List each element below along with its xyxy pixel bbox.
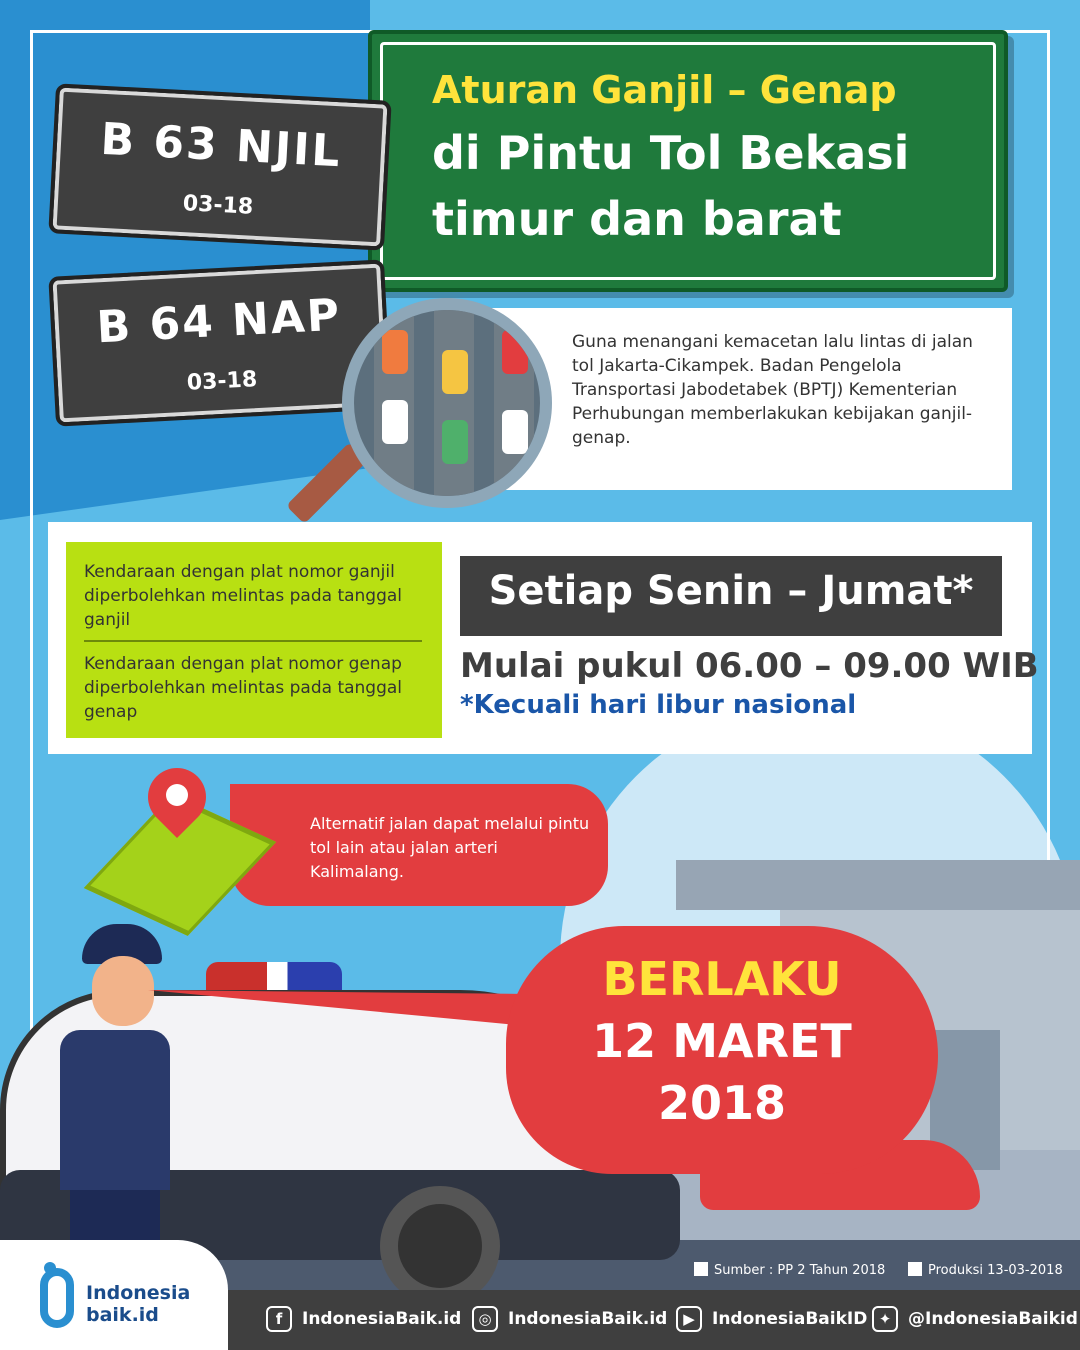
- instagram-icon: ◎: [472, 1306, 498, 1332]
- effective-date: 12 MARET: [592, 1014, 852, 1068]
- plate-number: B 64 NAP: [95, 289, 343, 354]
- facebook-link[interactable]: [266, 1306, 461, 1332]
- rules-divider: [84, 640, 422, 642]
- twitter-handle: @IndonesiaBaikid: [908, 1309, 1078, 1329]
- headline-line1: Aturan Ganjil – Genap: [432, 68, 897, 112]
- production-text: Produksi 13-03-2018: [928, 1263, 1063, 1278]
- license-plate-odd: [48, 83, 391, 250]
- magnifier-traffic-illustration: [342, 298, 552, 508]
- youtube-handle: IndonesiaBaikID: [712, 1309, 868, 1329]
- effective-year: 2018: [657, 1076, 787, 1130]
- intro-text: Guna menangani kemacetan lalu lintas di jalan tol Jakarta-Cikampek. Badan Pengelola Transportasi Jabodetabek (BPTJ) Kementerian Perhubungan memberlakukan kebijakan ganjil-genap.: [572, 332, 973, 448]
- youtube-icon: ▶: [676, 1306, 702, 1332]
- indonesia-baik-logo-icon: [40, 1268, 74, 1328]
- plate-expiry: 03-18: [182, 191, 254, 220]
- twitter-icon: ✦: [872, 1306, 898, 1332]
- logo-line2: baik.id: [86, 1304, 159, 1326]
- headline-line3: timur dan barat: [432, 192, 842, 246]
- youtube-link[interactable]: [676, 1306, 867, 1332]
- license-plate-even: [48, 259, 391, 426]
- twitter-link[interactable]: [872, 1306, 1078, 1332]
- even-plate-rule: Kendaraan dengan plat nomor genap diperbolehkan melintas pada tanggal genap: [84, 654, 403, 722]
- plate-number: B 63 NJIL: [99, 113, 343, 178]
- facebook-icon: f: [266, 1306, 292, 1332]
- effective-label: BERLAKU: [602, 952, 842, 1006]
- police-officer-uniform: [60, 1030, 170, 1190]
- facebook-handle: IndonesiaBaik.id: [302, 1309, 462, 1329]
- instagram-handle: IndonesiaBaik.id: [508, 1309, 668, 1329]
- source-icon: [694, 1262, 708, 1276]
- calendar-icon: [908, 1262, 922, 1276]
- time-text: Mulai pukul 06.00 – 09.00 WIB: [460, 646, 1039, 686]
- production-credit: [908, 1262, 1063, 1278]
- days-text: Setiap Senin – Jumat*: [488, 568, 974, 614]
- location-pin-dot: [166, 784, 188, 806]
- source-credit: [694, 1262, 885, 1278]
- police-officer-face: [92, 956, 154, 1026]
- plate-expiry: 03-18: [186, 367, 258, 396]
- logo-text: [86, 1282, 190, 1326]
- exception-text: *Kecuali hari libur nasional: [460, 690, 857, 720]
- instagram-link[interactable]: [472, 1306, 667, 1332]
- headline-line2: di Pintu Tol Bekasi: [432, 126, 910, 180]
- logo-line1: Indonesia: [86, 1282, 191, 1304]
- road-sign: [368, 30, 1008, 292]
- source-text: Sumber : PP 2 Tahun 2018: [714, 1263, 886, 1278]
- car-wheel: [380, 1186, 500, 1306]
- alternative-route-text: Alternatif jalan dapat melalui pintu tol lain atau jalan arteri Kalimalang.: [310, 814, 590, 881]
- toll-gate-roof: [676, 860, 1080, 910]
- odd-plate-rule: Kendaraan dengan plat nomor ganjil diperbolehkan melintas pada tanggal ganjil: [84, 562, 403, 630]
